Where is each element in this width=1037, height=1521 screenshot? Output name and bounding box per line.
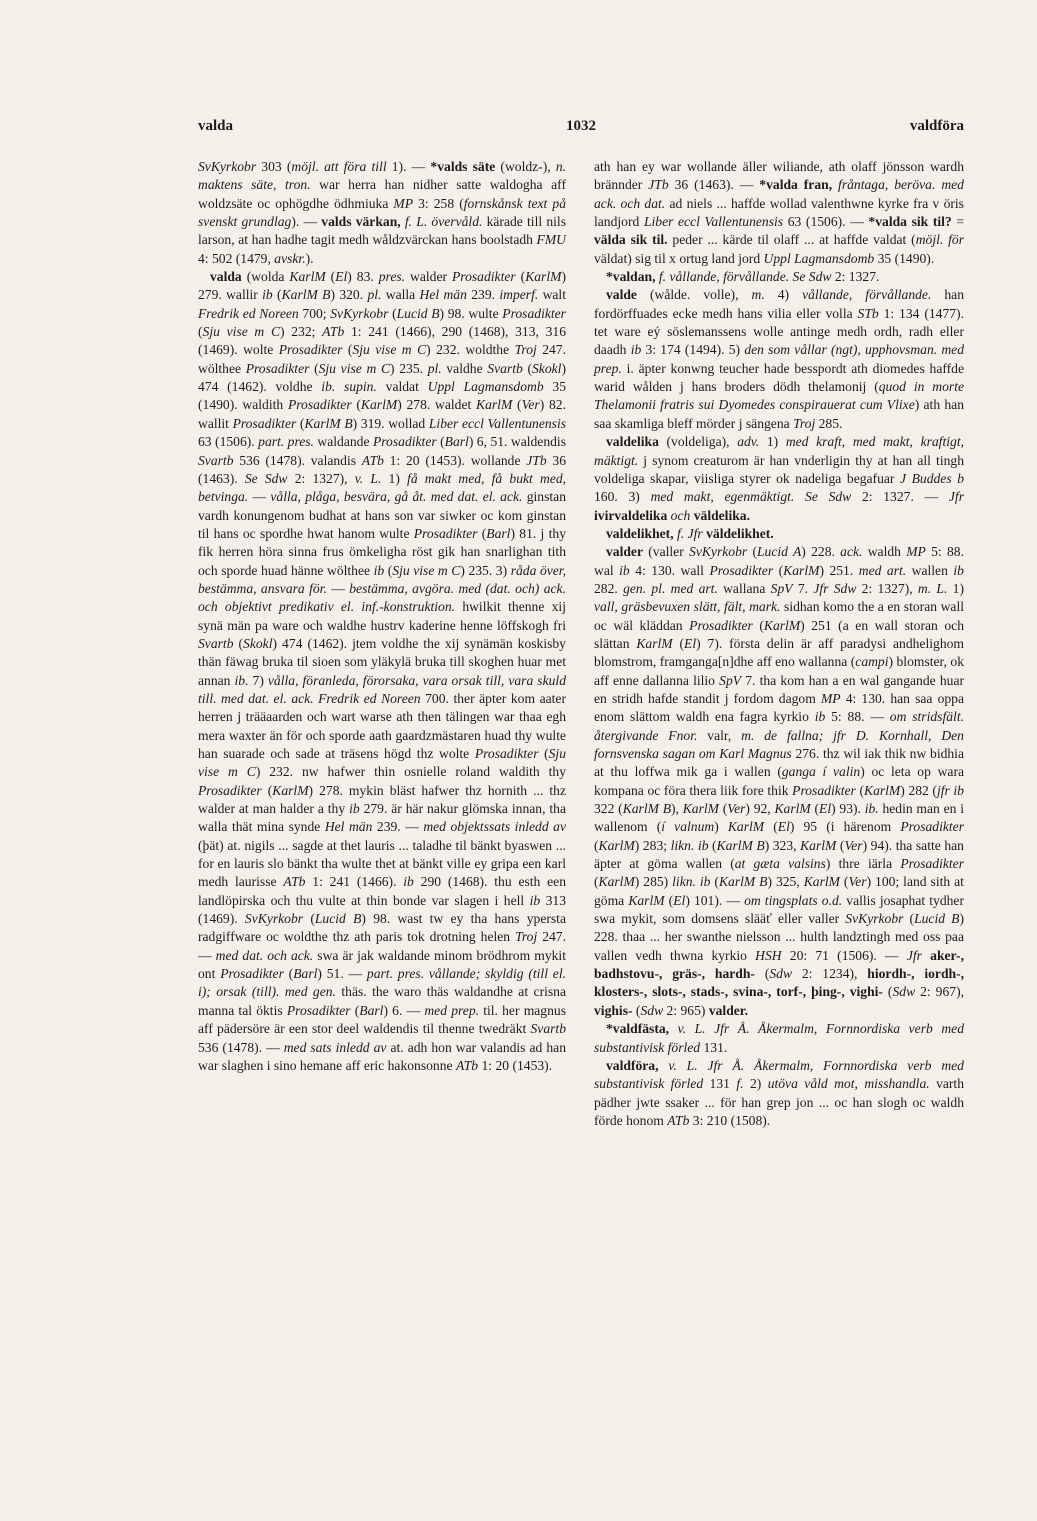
- dictionary-entry: ath han ey war wollande äller wiliande, ath olaff jönsson wardh brännder JTb 36 (1463). — *valda fran, fråntaga, beröva. med ack. och dat. ad niels ... haffde wollad valenthwne kyrke fra v öris landjord Liber eccl Vallentunensis 63 (1506). — *valda sik til? = välda sik til. peder ... kärde til olaff ... at haffde valdat (möjl. för väldat) sig til x ortug land jord Uppl Lagmansdomb 35 (1490).: [594, 159, 965, 266]
- dictionary-entry: valder (valler SvKyrkobr (Lucid A) 228. ack. waldh MP 5: 88. wal ib 4: 130. wall Prosadikter (KarlM) 251. med art. wallen ib 282. gen. pl. med art. wallana SpV 7. Jfr Sdw 2: 1327), m. L. 1) vall, gräsbevuxen slätt, fält, mark. sidhan komo the a en storan wall oc wäl kläddan Prosadikter (KarlM) 251 (a en wall storan och slättan KarlM (El) 7). första delin är aff paradysi andhelighom blomstrom, framganga[n]dhe aff eno wallanna (campi) blomster, ok aff enne dallanna lilio SpV 7. tha kom han a en wal gangande huar en stridh hafde standit j fordom dagom MP 4: 130. han saa oppa enom slättom waldh ena fagra kyrkio ib 5: 88. — om stridsfält. återgivande Fnor. valr, m. de fallna; jfr D. Kornhall, Den fornsvenska sagan om Karl Magnus 276. thz wil iak thik nw bidhia at thu loffwa mik ga i wallen (ganga í valin) oc leta op wara kompana oc föra thera liik fore thik Prosadikter (KarlM) 282 (jfr ib 322 (KarlM B), KarlM (Ver) 92, KarlM (El) 93). ib. hedin man en i wallenom (í valnum) KarlM (El) 95 (i härenom Prosadikter (KarlM) 283; likn. ib (KarlM B) 323, KarlM (Ver) 94). tha satte han äpter at göma wallen (at gæta valsins) thre iärla Prosadikter (KarlM) 285) likn. ib (KarlM B) 325, KarlM (Ver) 100; land sith at göma KarlM (El) 101). — om tingsplats o.d. vallis josaphat tydher swa mykit, som domsens slääť eller valler SvKyrkobr (Lucid B) 228. thaa ... her swanthe nielsson ... hulth landztingh med oss paa vallen vedh thwna kyrkio HSH 20: 71 (1506). — Jfr aker-, badhstovu-, gräs-, hardh- (Sdw 2: 1234), hiordh-, iordh-, klosters-, slots-, stads-, svina-, torf-, þing-, vighi- (Sdw 2: 967), vighis- (Sdw 2: 965) valder.: [594, 544, 965, 1018]
- dictionary-entry: valdelika (voldeliga), adv. 1) med kraft, med makt, kraftigt, mäktigt. j synom creaturom är han vnderligin thy at han all tingh voldeliga skapar, viisliga styrer ok nadeliga begafuar J Buddes b 160. 3) med makt, egenmäktigt. Se Sdw 2: 1327. — Jfr ivirvaldelika och väldelika.: [594, 434, 964, 523]
- page-number: 1032: [566, 118, 596, 134]
- dictionary-entry: SvKyrkobr 303 (möjl. att föra till 1). — *valds säte (woldz-), n. maktens säte, tron. war herra han nidher satte waldogha aff woldzsäte oc ophögdhe ödhmiuka MP 3: 258 (fornskånsk text på svenskt grundlag). — valds värkan, f. L. övervåld. kärade till nils larson, at han hadhe tagit medh wåldzvärckan hans boolstadh FMU 4: 502 (1479, avskr.).: [198, 159, 567, 266]
- dictionary-entry: *valdfästa, v. L. Jfr Å. Åkermalm, Fornnordiska verb med substantivisk förled 131.: [594, 1021, 964, 1055]
- header-first-headword: valda: [198, 118, 234, 134]
- running-header: [198, 118, 964, 140]
- left-column: [198, 158, 566, 1075]
- dictionary-entry: valdelikhet, f. Jfr väldelikhet.: [606, 525, 774, 541]
- dictionary-entry: valdföra, v. L. Jfr Å. Åkermalm, Fornnordiska verb med substantivisk förled 131 f. 2) utöva våld mot, misshandla. varth pädher jwte ssaker ... för han grep jon ... oc han slogh oc waldh förde honom ATb 3: 210 (1508).: [594, 1057, 964, 1128]
- dictionary-entry: *valdan, f. vållande, förvållande. Se Sdw 2: 1327.: [606, 269, 880, 285]
- right-column: [594, 158, 964, 1130]
- dictionary-entry: valda (wolda KarlM (El) 83. pres. walder Prosadikter (KarlM) 279. wallir ib (KarlM B) 320. pl. walla Hel män 239. imperf. walt Fredrik ed Noreen 700; SvKyrkobr (Lucid B) 98. wulte Prosadikter (Sju vise m C) 232; ATb 1: 241 (1466), 290 (1468), 313, 316 (1469). wolte Prosadikter (Sju vise m C) 232. woldthe Troj 247. wölthee Prosadikter (Sju vise m C) 235. pl. valdhe Svartb (Skokl) 474 (1462). voldhe ib. supin. valdat Uppl Lagmansdomb 35 (1490). waldith Prosadikter (KarlM) 278. waldet KarlM (Ver) 82. wallit Prosadikter (KarlM B) 319. wollad Liber eccl Vallentunensis 63 (1506). part. pres. waldande Prosadikter (Barl) 6, 51. waldendis Svartb 536 (1478). valandis ATb 1: 20 (1453). wollande JTb 36 (1463). Se Sdw 2: 1327), v. L. 1) få makt med, få bukt med, betvinga. — vålla, plåga, besvära, gå åt. med dat. el. ack. ginstan vardh konungenom budhat at hans son var siwker oc kom ginstan til hans oc spordhe hwat hanom wulte Prosadikter (Barl) 81. j thy fik herren höra sinna frus ömkeligha röst gik han snarlighan tith och sporde huad hänne wölthee ib (Sju vise m C) 235. 3) råda över, bestämma, ansvara för. — bestämma, avgöra. med (dat. och) ack. och objektivt predikativ el. inf.-konstruktion. hwilkit thenne xij synä män pa ware och waldhe hustrv kaderine henne löffskogh fri Svartb (Skokl) 474 (1462). jtem voldhe the xij synämän koskisby thän fäwag bruka til sioen som yläkylä bruka till skoghen huar met annan ib. 7) vålla, föranleda, förorsaka, vara orsak till, vara skuld till. med dat. el. ack. Fredrik ed Noreen 700. ther äpter kom aater herren j trääaarden och wart warse ath then tälingen war thaa egh mera waxter än för och sporde aath gaardzmästaren huad thy wulte han suarade och sade at träsens högd thz wolte Prosadikter (Sju vise m C) 232. nw hafwer thin osnielle roland waldith thy Prosadikter (KarlM) 278. mykin bläst hafwer thz hornith ... thz walder at man halder a thy ib 279. är här nakur glömska innan, tha walla thät mina synde Hel män 239. — med objektssats inledd av (þät) at. nigils ... sagde at thet lauris ... taladhe til bänkt byaswen ... for en lauris slo bänkt tha wulte thet at bänkt ville ey gripa een karl medh laurisse ATb 1: 241 (1466). ib 290 (1468). thu esth een landlöpirska och thu vulte at thin bonde var slagen i hell ib 313 (1469). SvKyrkobr (Lucid B) 98. wast tw ey tha hans ypersta radgiffware oc woldthe thz ath paris tok drotning helen Troj 247. — med dat. och ack. swa är jak waldande minom brödhrom mykit ont Prosadikter (Barl) 51. — part. pres. vållande; skyldig (till el. i); orsak (till). med gen. thäs. the waro thäs waldandhe at crisna manna tal öktis Prosadikter (Barl) 6. — med prep. til. her magnus aff pädersöre är een stor deel waldendis til thenne twedräkt Svartb 536 (1478). — med sats inledd av at. adh hon war valandis ad han war slaghen i sino hemane aff eric hakonsonne ATb 1: 20 (1453).: [198, 269, 567, 1073]
- dictionary-entry: valde (wålde. volle), m. 4) vållande, förvållande. han fordörffuades ecke medh hans vilia eller volla STb 1: 134 (1477). tet ware eý söslemanssens wolle antinge medh ordh, radh eller daadh ib 3: 174 (1494). 5) den som vållar (ngt), upphovsman. med prep. i. äpter konwng teucher hade besspordt ath diomedes haffde warid wålden j hans broders dödh thelamonij (quod in morte Thelamonii fratris sui Dyomedes conspirauerat cum Vlixe) ath han saa skamliga bleff mörder j sängena Troj 285.: [594, 287, 965, 431]
- header-last-headword: valdföra: [909, 118, 964, 134]
